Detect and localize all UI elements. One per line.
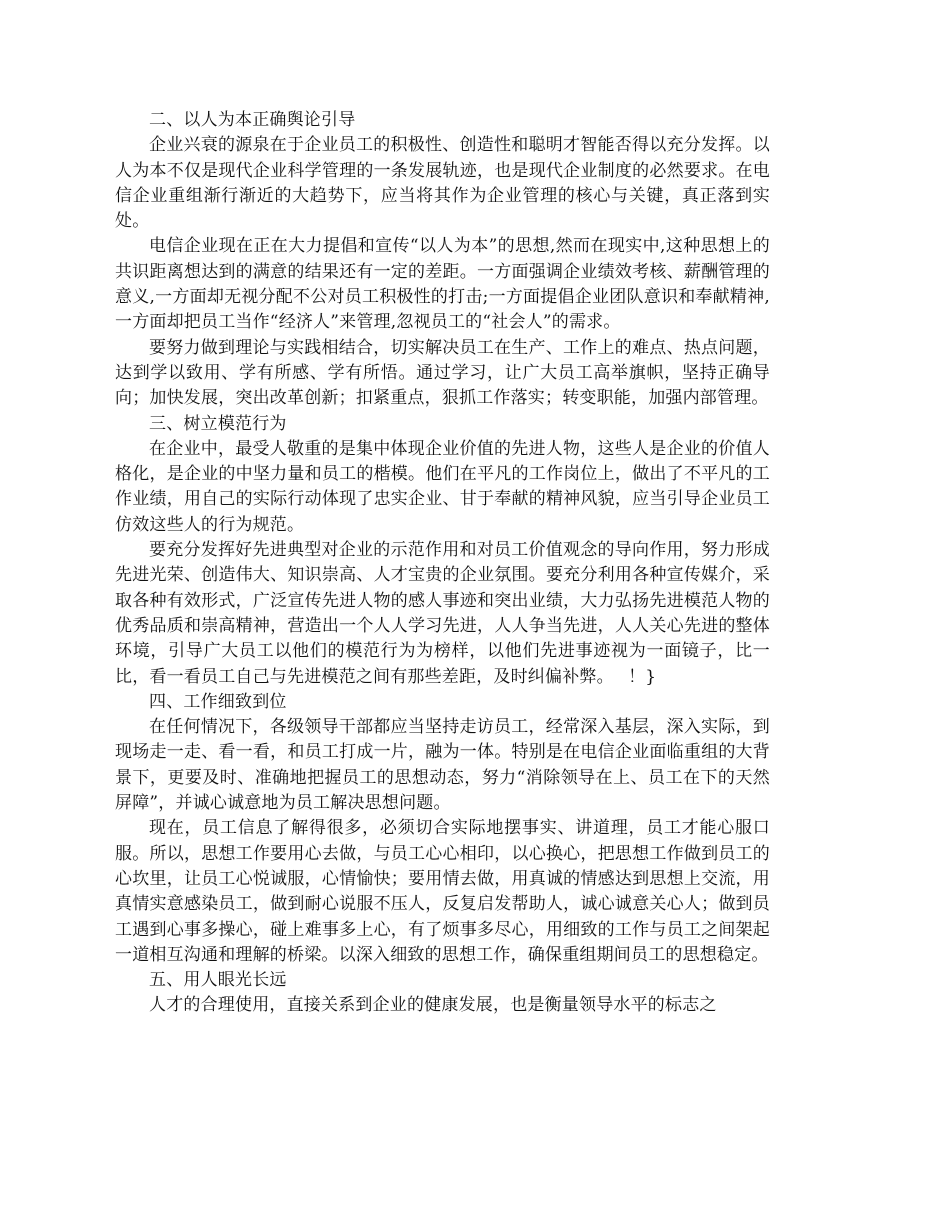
paragraph: 人才的合理使用，直接关系到企业的健康发展，也是衡量领导水平的标志之 <box>149 995 717 1016</box>
paragraph: 要努力做到理论与实践相结合，切实解决员工在生产、工作上的难点、热点问题，达到学以致用、学有所感、学有所悟。通过学习，让广大员工高举旗帜，坚持正确导向；加快发展，突出改革创新；扣紧重点，狠抓工作落实；转变职能，加强内部管理。 <box>115 337 770 409</box>
paragraph: 在企业中，最受人敬重的是集中体现企业价值的先进人物，这些人是企业的价值人格化，是企业的中坚力量和员工的楷模。他们在平凡的工作岗位上，做出了不平凡的工作业绩，用自己的实际行动体现了忠实企业、甘于奉献的精神风貌，应当引导企业员工仿效这些人的行为规范。 <box>115 438 770 535</box>
section-heading-2: 二、以人为本正确舆论引导 <box>149 110 356 130</box>
paragraph: 在任何情况下，各级领导干部都应当坚持走访员工，经常深入基层，深入实际，到现场走一走、看一看，和员工打成一片，融为一体。特别是在电信企业面临重组的大背景下，更要及时、准确地把握员工的思想动态，努力“消除领导在上、员工在下的天然屏障”，并诚心诚意地为员工解决思想问题。 <box>115 717 770 814</box>
paragraph: 现在，员工信息了解得很多，必须切合实际地摆事实、讲道理，员工才能心服口服。所以，思想工作要用心去做，与员工心心相印，以心换心，把思想工作做到员工的心坎里，让员工心悦诚服，心情愉快；要用情去做，用真诚的情感达到思想上交流，用真情实意感染员工，做到耐心说服不压人，反复启发帮助人，诚心诚意关心人；做到员工遇到心事多操心，碰上难事多上心，有了烦事多尽心，用细致的工作与员工之间架起一道相互沟通和理解的桥梁。以深入细致的思想工作，确保重组期间员工的思想稳定。 <box>115 818 770 965</box>
section-heading-4: 四、工作细致到位 <box>149 691 287 712</box>
paragraph: 企业兴衰的源泉在于企业员工的积极性、创造性和聪明才智能否得以充分发挥。以人为本不仅是现代企业科学管理的一条发展轨迹，也是现代企业制度的必然要求。在电信企业重组渐行渐近的大趋势下，应当将其作为企业管理的核心与关键，真正落到实处。 <box>115 135 770 232</box>
document-page <box>115 108 770 1019</box>
paragraph: 电信企业现在正在大力提倡和宣传“以人为本”的思想,然而在现实中,这种思想上的共识距离想达到的满意的结果还有一定的差距。一方面强调企业绩效考核、薪酬管理的意义,一方面却无视分配不公对员工积极性的打击;一方面提倡企业团队意识和奉献精神,一方面却把员工当作“经济人”来管理,忽视员工的“社会人”的需求。 <box>115 236 770 333</box>
paragraph: 要充分发挥好先进典型对企业的示范作用和对员工价值观念的导向作用，努力形成先进光荣、创造伟大、知识崇高、人才宝贵的企业氛围。要充分利用各种宣传媒介，采取各种有效形式，广泛宣传先进人物的感人事迹和突出业绩，大力弘扬先进模范人物的优秀品质和崇高精神，营造出一个人人学习先进，人人争当先进，人人关心先进的整体环境，引导广大员工以他们的模范行为为榜样，以他们先进事迹视为一面镜子，比一比，看一看员工自己与先进模范之间有那些差距，及时纠偏补弊。 ！} <box>115 540 770 687</box>
section-heading-5: 五、用人眼光长远 <box>149 970 287 991</box>
section-heading-3: 三、树立模范行为 <box>149 413 287 434</box>
